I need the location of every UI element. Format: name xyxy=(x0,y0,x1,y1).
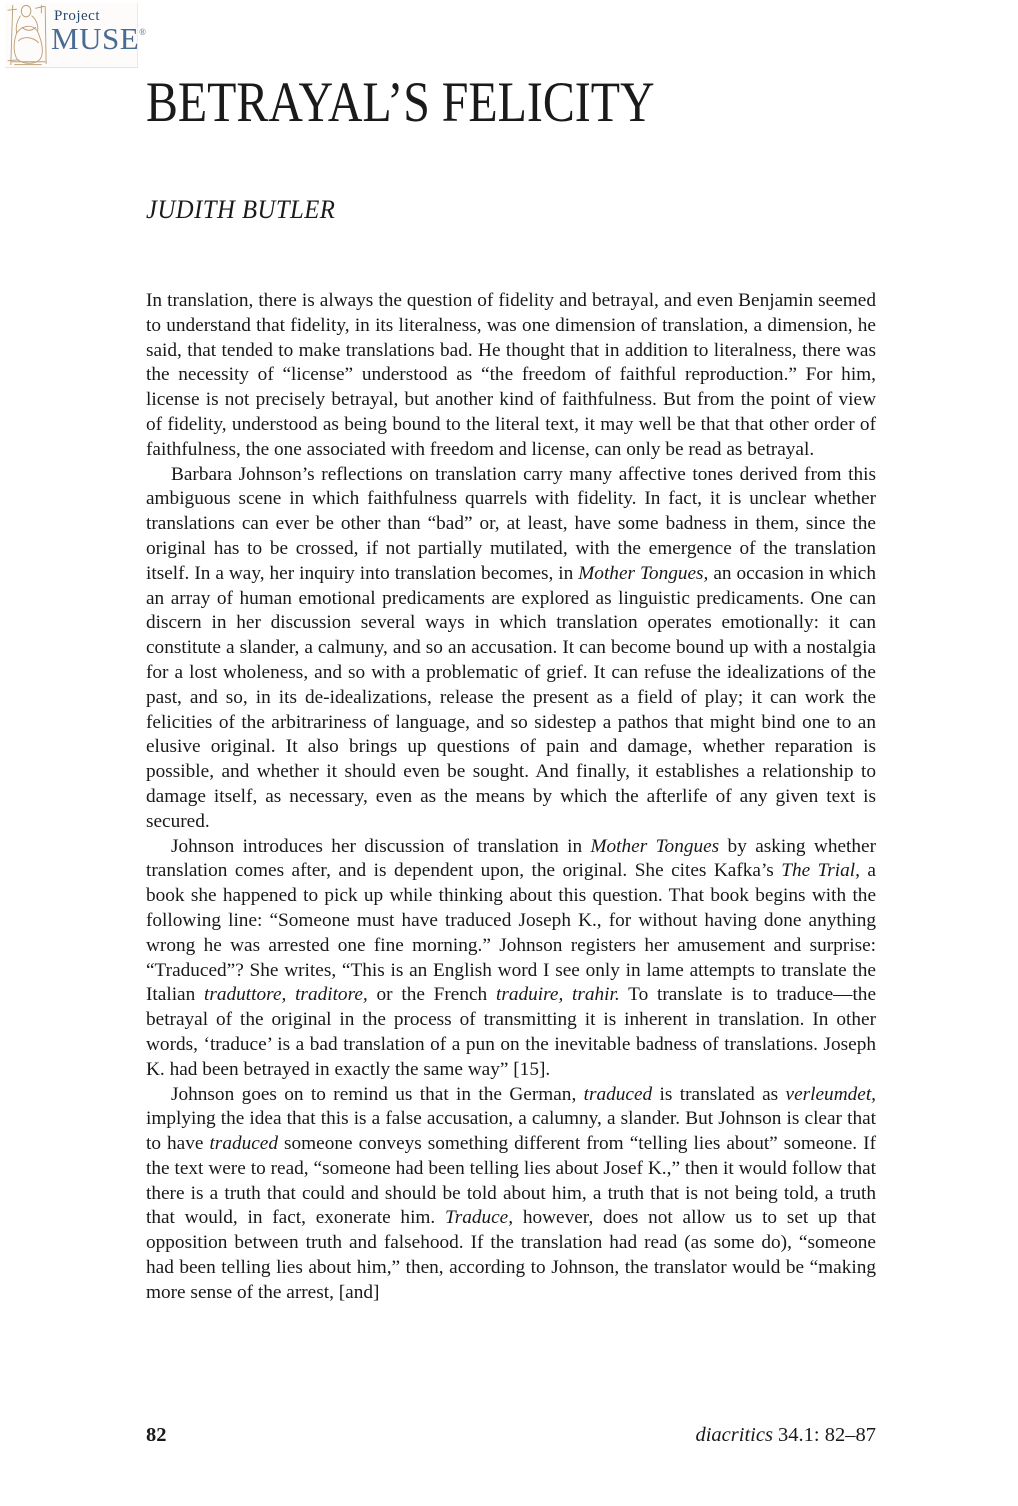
italic-text-segment: traduced xyxy=(583,1083,653,1105)
text-segment: implying the idea that this is a false accusation, a calumny, a slander. But Johnson is clear that to have xyxy=(146,1108,876,1155)
paragraph xyxy=(146,1083,876,1306)
paragraph xyxy=(146,463,876,835)
paragraph xyxy=(146,289,876,463)
text-segment: Johnson goes on to remind us that in the German, xyxy=(171,1083,584,1105)
italic-text-segment: traduced xyxy=(209,1133,278,1155)
text-segment: is translated as xyxy=(652,1083,786,1105)
italic-text-segment: Mother Tongues xyxy=(590,835,720,857)
italic-text-segment: verleumdet, xyxy=(785,1083,876,1105)
text-segment: someone conveys something different from “telling lies about” someone. If the text were to read, “someone had been telling lies about Josef K.,” then it would follow that there is a truth that could and should be told about him, a truth that is not being told, a truth that would, in fact, exonerate him. xyxy=(146,1133,876,1229)
journal-name: diacritics xyxy=(695,1424,773,1446)
text-segment: by asking whether translation comes after, and is dependent upon, the original. She cites Kafka’s xyxy=(146,835,876,882)
italic-text-segment: traduttore, traditore, xyxy=(204,984,368,1006)
text-segment: however, does not allow us to set up that opposition between truth and falsehood. If the translation had read (as some do), “someone had been telling lies about him,” then, according to Johnson, the translator would be “making more sense of the arrest, [and] xyxy=(146,1207,876,1303)
muse-figure-icon xyxy=(7,4,49,71)
registered-trademark-symbol: ® xyxy=(139,27,146,37)
logo-project-label: Project xyxy=(54,8,100,24)
italic-text-segment: Traduce, xyxy=(445,1207,514,1229)
paragraph xyxy=(146,835,876,1083)
article-title: BETRAYAL’S FELICITY xyxy=(146,71,655,134)
page-footer xyxy=(146,1424,876,1447)
text-segment: Johnson introduces her discussion of translation in xyxy=(171,835,591,857)
italic-text-segment: traduire, trahir. xyxy=(495,984,620,1006)
text-segment: Barbara Johnson’s reflections on translation carry many affective tones derived from this ambiguous scene in which faithfulness quarrels with fidelity. In fact, it is unclear whether translations can ever be other than “bad” or, at least, have some badness in them, since the original has to be crossed, if not partially mutilated, with the emergence of the translation itself. In a way, her inquiry into translation becomes, in xyxy=(146,463,876,584)
citation-volume: 34.1: 82–87 xyxy=(772,1424,876,1446)
page-number: 82 xyxy=(146,1424,167,1446)
text-segment: To translate is to traduce—the betrayal of the original in the process of transmitting it is inherent in translation. In other words, ‘traduce’ is a bad translation of a pun on the inevitable badness of translations. Joseph K. had been betrayed in exactly the same way” [15]. xyxy=(146,984,877,1080)
text-segment: or the French xyxy=(367,984,496,1006)
text-segment: an occasion in which an array of human emotional predicaments are explored as linguistic predicaments. One can discern in her discussion several ways in which translation operates emotionally: it can constitute a slander, a calmuny, and so an accusation. It can become bound up with a nostalgia for a lost wholeness, and so with a problematic of grief. It can refuse the idealizations of the past, and so, in its de-idealizations, release the present as a field of play; it can work the felicities of the arbitrariness of language, and so sidestep a pathos that might bind one to an elusive original. It also brings up questions of pain and damage, whether reparation is possible, and whether it should even be sought. And finally, it establishes a relationship to damage itself, as necessary, even as the means by which the afterlife of any given text is secured. xyxy=(146,562,876,832)
logo-text xyxy=(51,8,146,56)
italic-text-segment: Mother Tongues, xyxy=(578,562,709,584)
journal-citation xyxy=(695,1424,876,1447)
text-segment: a book she happened to pick up while thinking about this question. That book begins with the following line: “Someone must have traduced Joseph K., for without having done anything wrong he was arrested one fine morning.” Johnson registers her amusement and surprise: “Traduced”? She writes, “This is an English word I see only in lame attempts to translate the Italian xyxy=(146,860,876,1006)
logo-muse-label: MUSE xyxy=(51,21,140,56)
article-body xyxy=(146,289,876,1306)
text-segment: In translation, there is always the question of fidelity and betrayal, and even Benjamin seemed to understand that fidelity, in its literalness, was one dimension of translation, a dimension, he said, that tended to make translations bad. He thought that in addition to literalness, there was the necessity of “license” understood as “the freedom of faithful reproduction.” For him, license is not precisely betrayal, but another kind of faithfulness. But from the point of view of fidelity, understood as being bound to the literal text, it may well be that that other order of faithfulness, the one associated with freedom and license, can only be read as betrayal. xyxy=(146,290,876,460)
italic-text-segment: The Trial, xyxy=(781,860,860,882)
article-author: JUDITH BUTLER xyxy=(146,195,336,224)
project-muse-logo[interactable] xyxy=(5,3,146,68)
